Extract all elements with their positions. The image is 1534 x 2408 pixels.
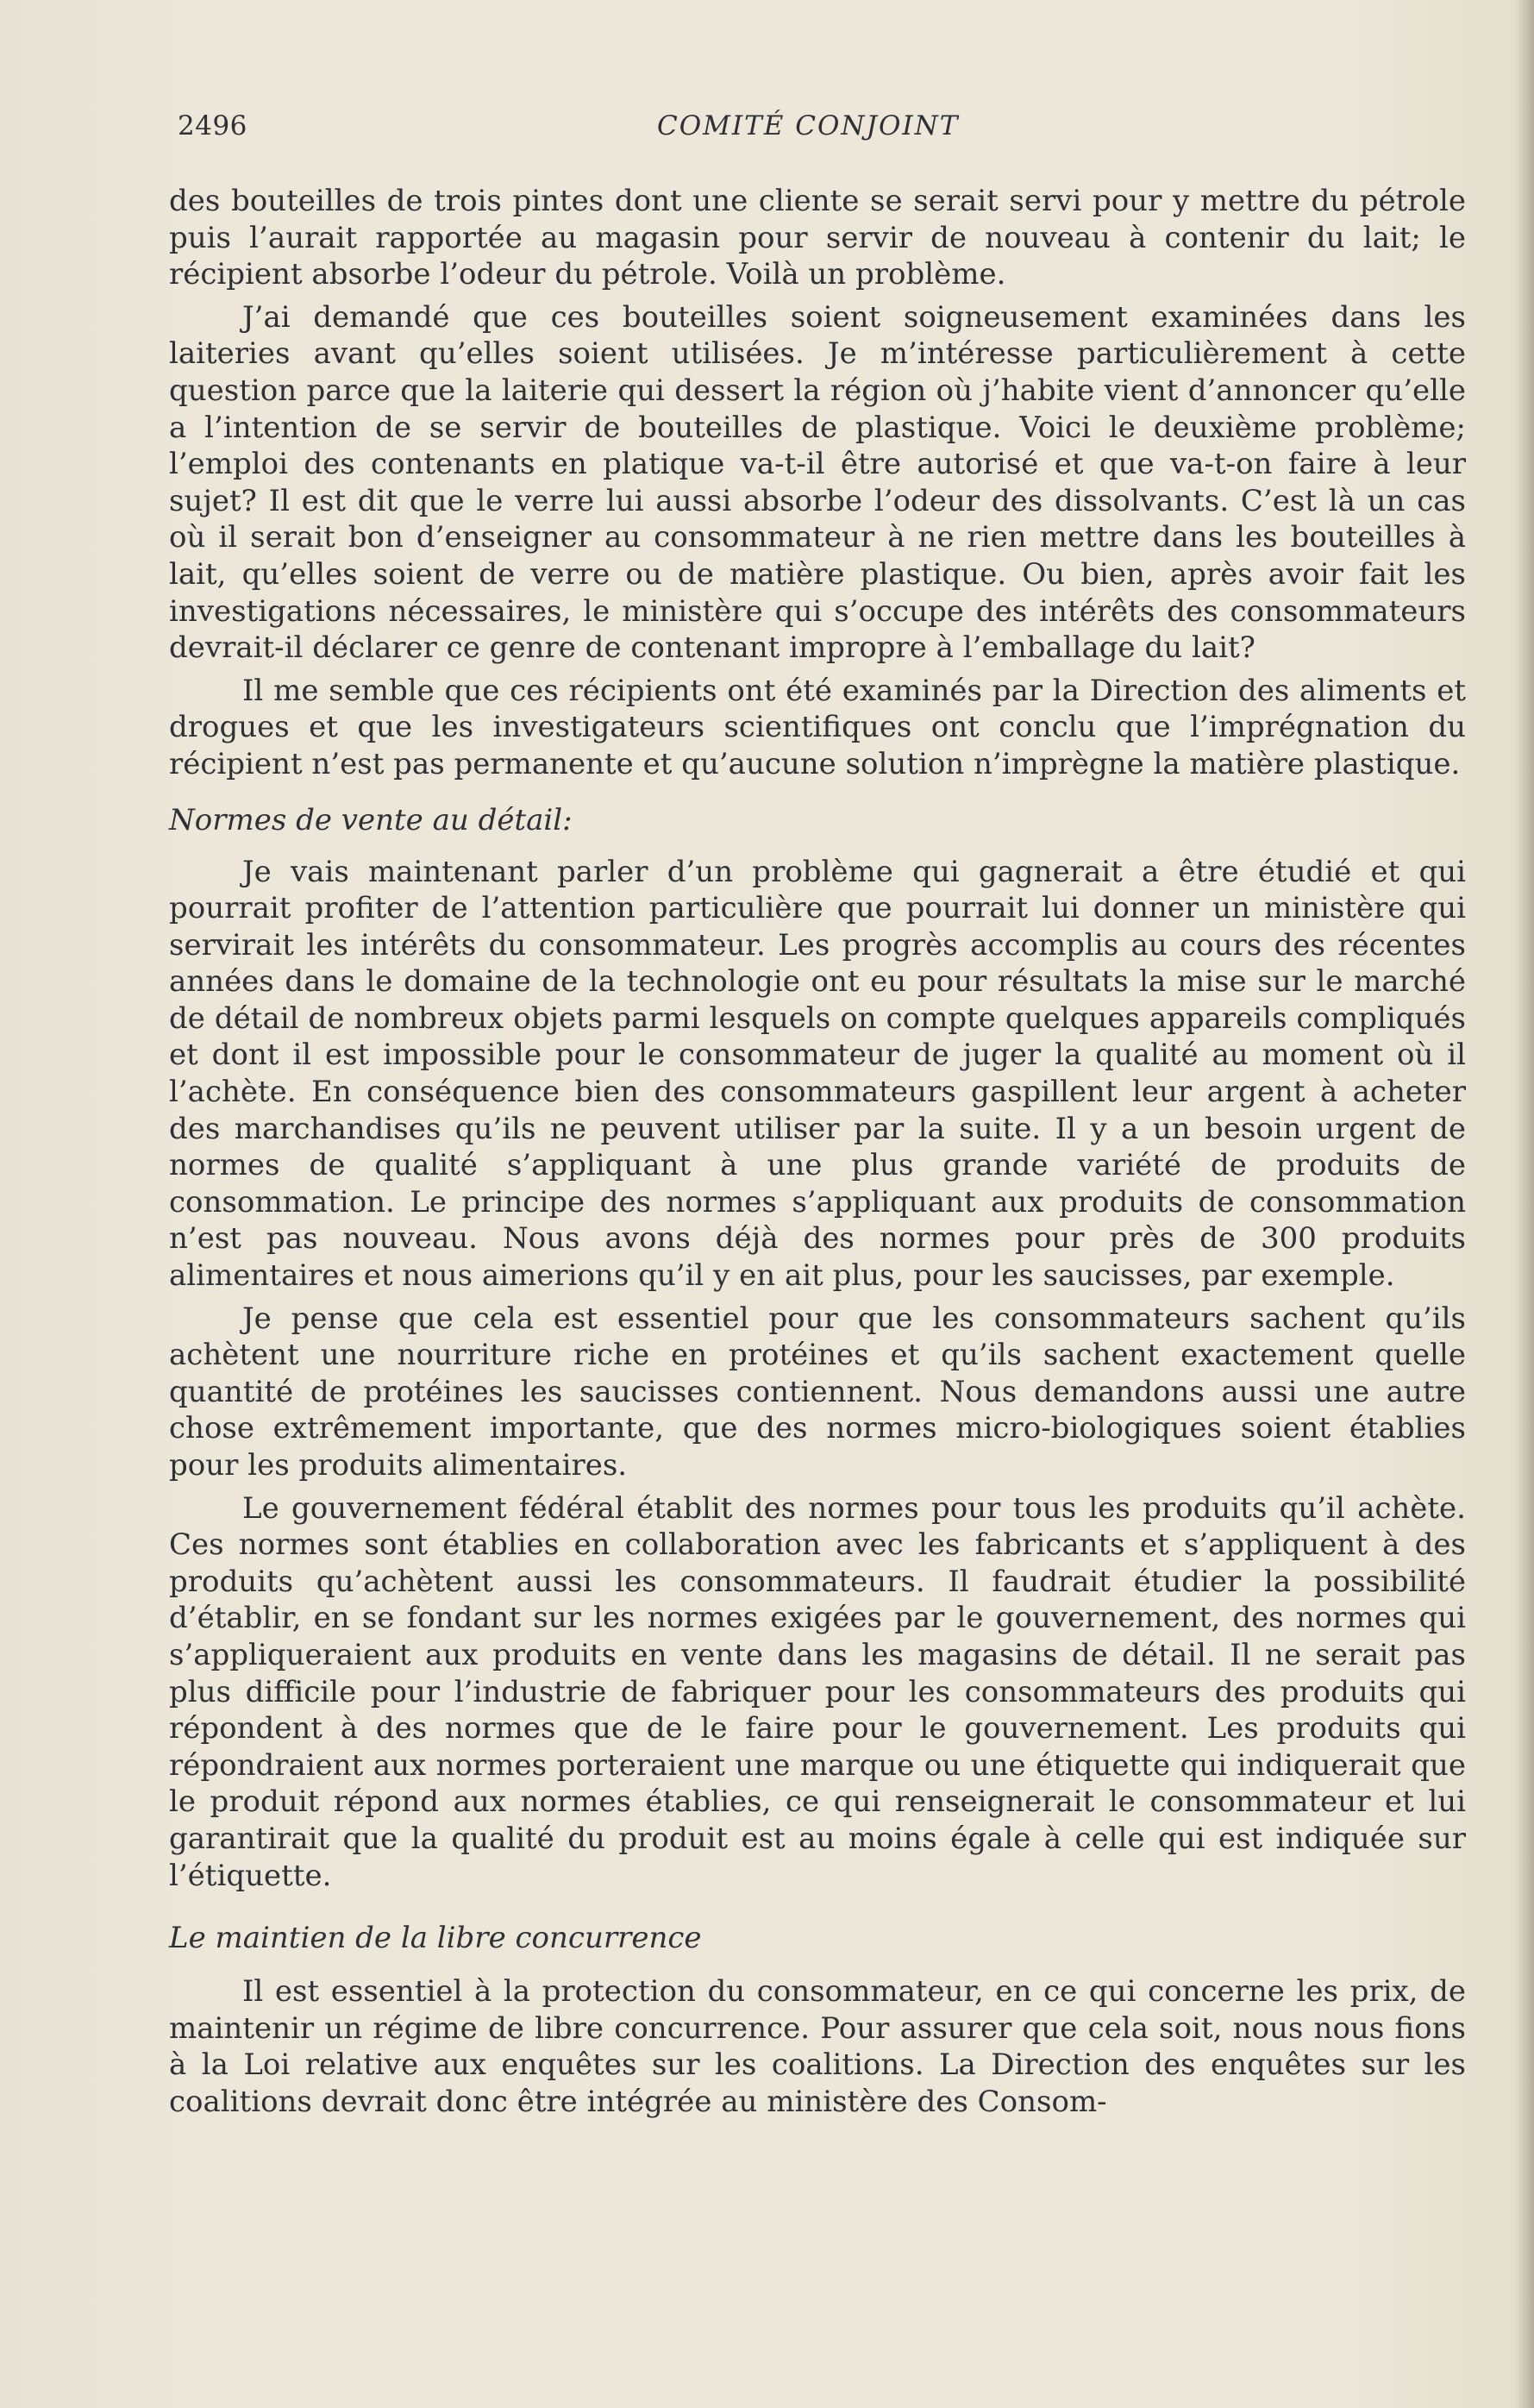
running-title: COMITÉ CONJOINT [657, 110, 960, 141]
page-body [169, 183, 1466, 2127]
page-spine-shadow [1515, 0, 1534, 2408]
paragraph: Le gouvernement fédéral établit des normes pour tous les produits qu’il achète. Ces normes sont établies en collaboration avec les fabricants et s’appliquent à des produits qu’achètent aussi les consommateurs. Il faudrait étudier la possibilité d’établir, en se fondant sur les normes exigées par le gouvernement, des normes qui s’appliqueraient aux produits en vente dans les magasins de détail. Il ne serait pas plus difficile pour l’industrie de fabriquer pour les consommateurs des produits qui répondent à des normes que de le faire pour le gouvernement. Les produits qui répondraient aux normes porteraient une marque ou une étiquette qui indiquerait que le produit répond aux normes établies, ce qui renseignerait le consommateur et lui garantirait que la qualité du produit est au moins égale à celle qui est indiquée sur l’étiquette. [169, 1490, 1466, 1893]
section-heading-retail-standards: Normes de vente au détail: [169, 802, 573, 837]
paragraph: Je vais maintenant parler d’un problème qui gagnerait a être étudié et qui pourrait profiter de l’attention particulière que pourrait lui donner un ministère qui servirait les intérêts du consommateur. Les progrès accomplis au cours des récentes années dans le domaine de la technologie ont eu pour résultats la mise sur le marché de détail de nombreux objets parmi lesquels on compte quelques appareils compliqués et dont il est impossible pour le consommateur de juger la qualité au moment où il l’achète. En conséquence bien des consommateurs gaspillent leur argent à acheter des marchandises qu’ils ne peuvent utiliser par la suite. Il y a un besoin urgent de normes de qualité s’appliquant à une plus grande variété de produits de consommation. Le principe des normes s’appliquant aux produits de consommation n’est pas nouveau. Nous avons déjà des normes pour près de 300 produits alimentaires et nous aimerions qu’il y en ait plus, pour les saucisses, par exemple. [169, 854, 1466, 1294]
page-number: 2496 [178, 110, 247, 141]
section-heading-free-competition: Le maintien de la libre concurrence [169, 1921, 702, 1956]
paragraph: Il est essentiel à la protection du consommateur, en ce qui concerne les prix, de maintenir un régime de libre concurrence. Pour assurer que cela soit, nous nous fions à la Loi relative aux enquêtes sur les coalitions. La Direction des enquêtes sur les coalitions devrait donc être intégrée au ministère des Consom- [169, 1974, 1466, 2119]
paragraph: J’ai demandé que ces bouteilles soient soigneusement examinées dans les laiteries avant qu’elles soient utilisées. Je m’intéresse particulièrement à cette question parce que la laiterie qui dessert la région où j’habite vient d’annoncer qu’elle a l’intention de se servir de bouteilles de plastique. Voici le deuxième problème; l’emploi des contenants en platique va-t-il être autorisé et que va-t-on faire à leur sujet? Il est dit que le verre lui aussi absorbe l’odeur des dissolvants. C’est là un cas où il serait bon d’enseigner au consommateur à ne rien mettre dans les bouteilles à lait, qu’elles soient de verre ou de matière plastique. Ou bien, après avoir fait les investigations nécessaires, le ministère qui s’occupe des intérêts des consommateurs devrait-il déclarer ce genre de contenant impropre à l’emballage du lait? [169, 299, 1466, 666]
paragraph: Il me semble que ces récipients ont été examinés par la Direction des aliments et drogues et que les investigateurs scientifiques ont conclu que l’imprégnation du récipient n’est pas permanente et qu’aucune solution n’imprègne la matière plastique. [169, 673, 1466, 781]
page-header [178, 110, 1471, 150]
paragraph-continued: des bouteilles de trois pintes dont une cliente se serait servi pour y mettre du pétrole puis l’aurait rapportée au magasin pour servir de nouveau à contenir du lait; le récipient absorbe l’odeur du pétrole. Voilà un problème. [169, 184, 1466, 292]
paragraph: Je pense que cela est essentiel pour que les consommateurs sachent qu’ils achètent une nourriture riche en protéines et qu’ils sachent exactement quelle quantité de protéines les saucisses contiennent. Nous demandons aussi une autre chose extrêmement importante, que des normes micro-biologiques soient établies pour les produits alimentaires. [169, 1301, 1466, 1483]
